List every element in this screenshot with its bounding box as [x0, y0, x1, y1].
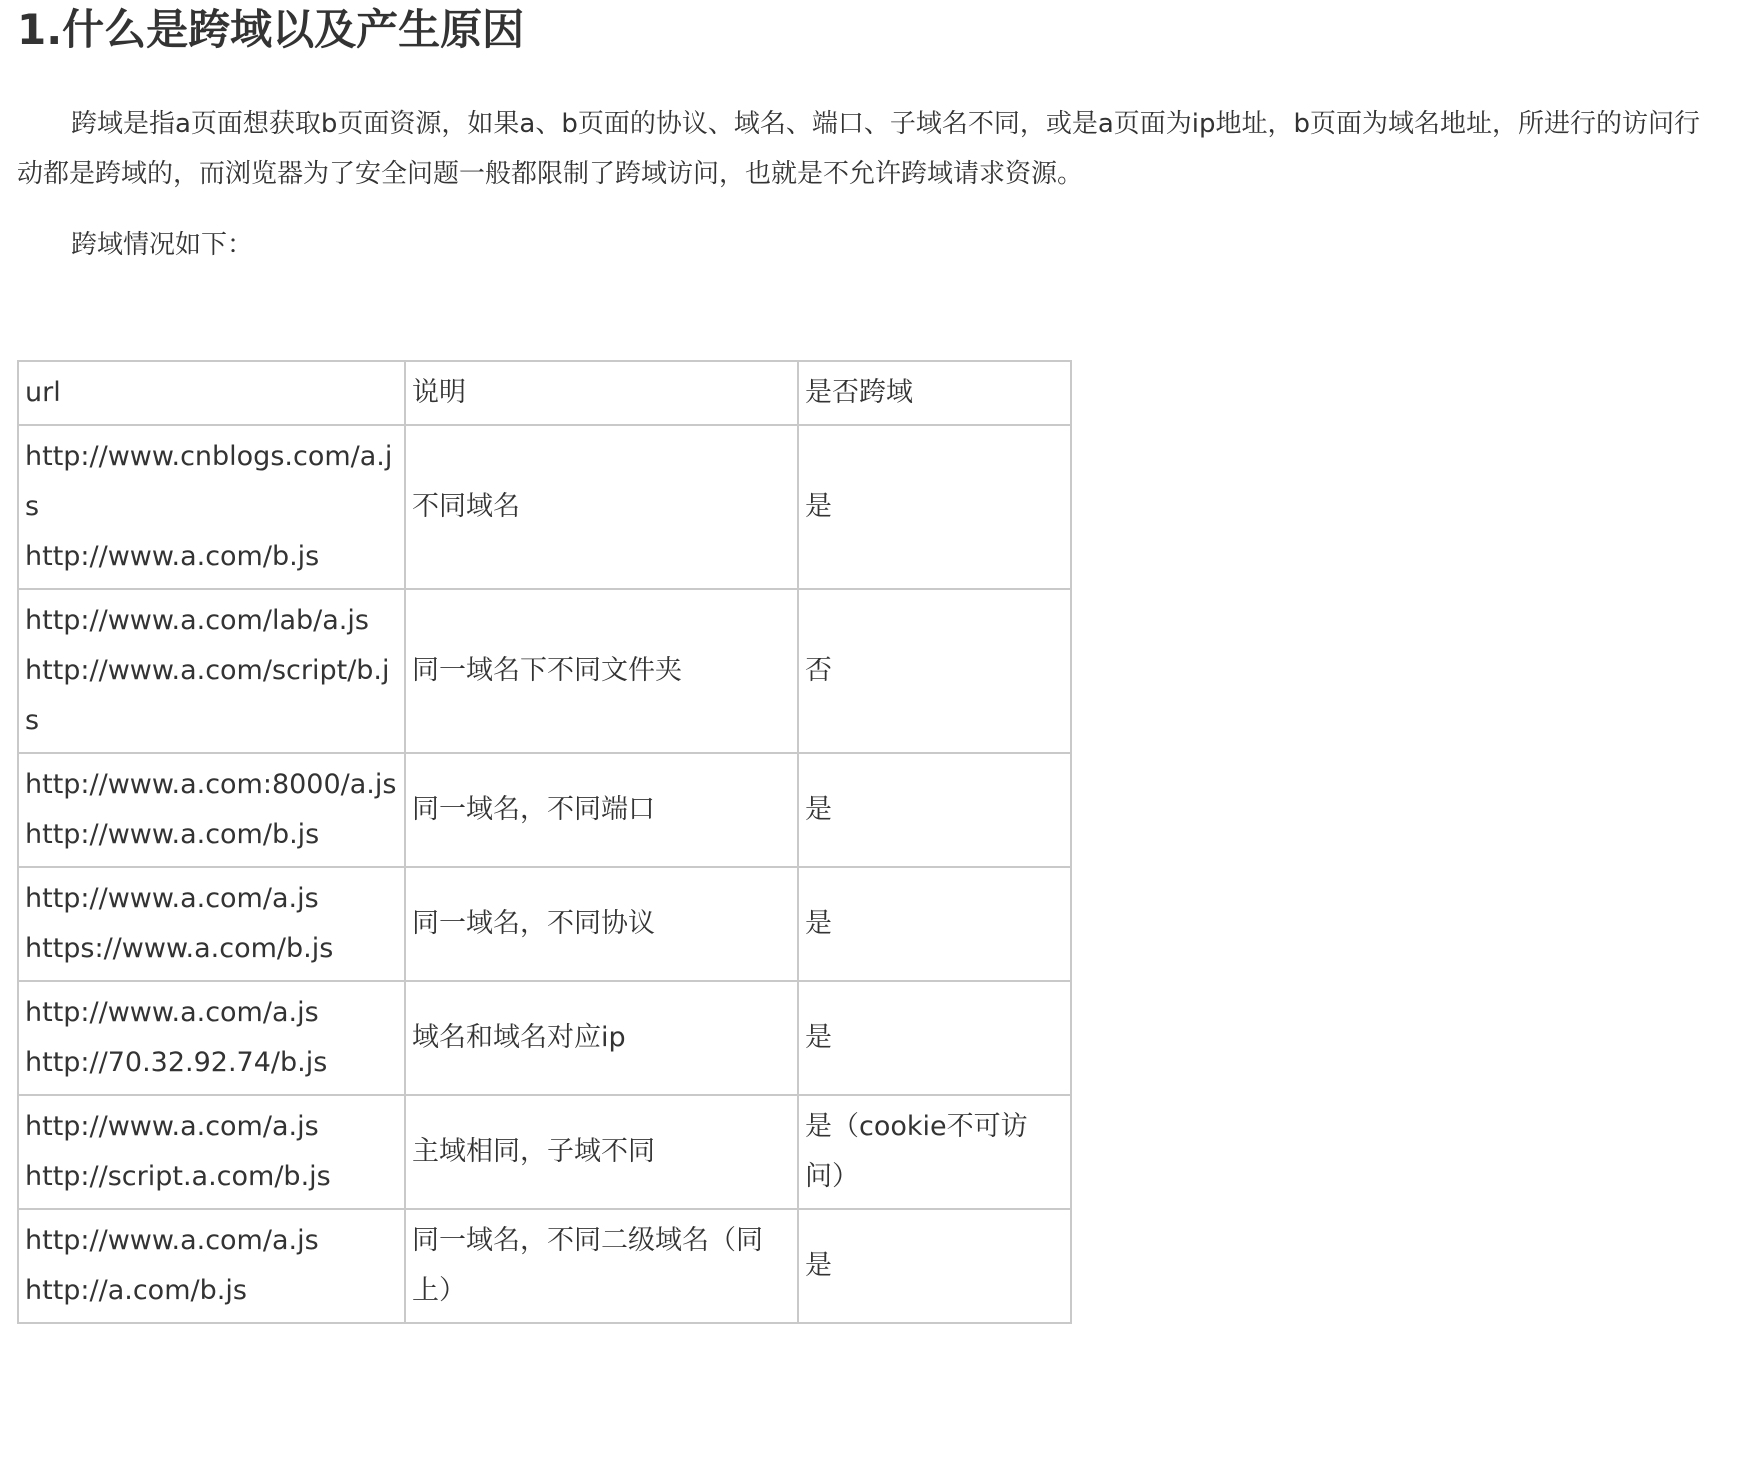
description-cell: 同一域名，不同端口	[405, 753, 798, 867]
table-row	[18, 425, 1071, 589]
cross-origin-cell: 是	[798, 425, 1071, 589]
cross-origin-cell: 是	[798, 981, 1071, 1095]
cross-origin-cell: 否	[798, 589, 1071, 753]
url-line: http://www.a.com/a.js	[25, 1111, 319, 1142]
description-cell: 域名和域名对应ip	[405, 981, 798, 1095]
table-row	[18, 867, 1071, 981]
url-line: http://70.32.92.74/b.js	[25, 1047, 328, 1078]
url-line: http://www.a.com:8000/a.js	[25, 769, 397, 800]
url-line: http://www.a.com/b.js	[25, 819, 320, 850]
intro-paragraph: 跨域是指a页面想获取b页面资源，如果a、b页面的协议、域名、端口、子域名不同，或是a页面为ip地址，b页面为域名地址，所进行的访问行动都是跨域的，而浏览器为了安全问题一般都限制了跨域访问，也就是不允许跨域请求资源。	[17, 109, 1701, 189]
cross-origin-table	[17, 360, 1072, 1324]
url-cell	[18, 867, 405, 981]
header-description: 说明	[405, 361, 798, 425]
cross-origin-cell: 是	[798, 1209, 1071, 1323]
table-intro-paragraph: 跨域情况如下：	[71, 230, 254, 260]
url-cell	[18, 753, 405, 867]
header-cross-origin: 是否跨域	[798, 361, 1071, 425]
description-cell: 同一域名下不同文件夹	[405, 589, 798, 753]
url-line: http://www.a.com/a.js	[25, 1225, 319, 1256]
cross-origin-cell: 是	[798, 753, 1071, 867]
url-line: https://www.a.com/b.js	[25, 933, 334, 964]
url-line: http://www.a.com/b.js	[25, 541, 320, 572]
url-line: http://a.com/b.js	[25, 1275, 247, 1306]
url-line: http://www.cnblogs.com/a.js	[25, 441, 393, 522]
table-row	[18, 1209, 1071, 1323]
url-cell	[18, 1209, 405, 1323]
description-cell: 不同域名	[405, 425, 798, 589]
url-line: http://www.a.com/a.js	[25, 997, 319, 1028]
table-row	[18, 981, 1071, 1095]
table-row	[18, 753, 1071, 867]
url-cell	[18, 981, 405, 1095]
table-header-row	[18, 361, 1071, 425]
url-cell	[18, 425, 405, 589]
url-cell	[18, 1095, 405, 1209]
url-line: http://www.a.com/script/b.js	[25, 655, 390, 736]
table-row	[18, 1095, 1071, 1209]
header-url: url	[18, 361, 405, 425]
url-line: http://www.a.com/a.js	[25, 883, 319, 914]
description-cell: 同一域名，不同协议	[405, 867, 798, 981]
section-heading: 1.什么是跨域以及产生原因	[17, 5, 525, 54]
cross-origin-cell: 是（cookie不可访问）	[798, 1095, 1071, 1209]
table-row	[18, 589, 1071, 753]
description-cell: 同一域名，不同二级域名（同上）	[405, 1209, 798, 1323]
url-cell	[18, 589, 405, 753]
description-cell: 主域相同，子域不同	[405, 1095, 798, 1209]
url-line: http://www.a.com/lab/a.js	[25, 605, 369, 636]
url-line: http://script.a.com/b.js	[25, 1161, 331, 1192]
cross-origin-cell: 是	[798, 867, 1071, 981]
